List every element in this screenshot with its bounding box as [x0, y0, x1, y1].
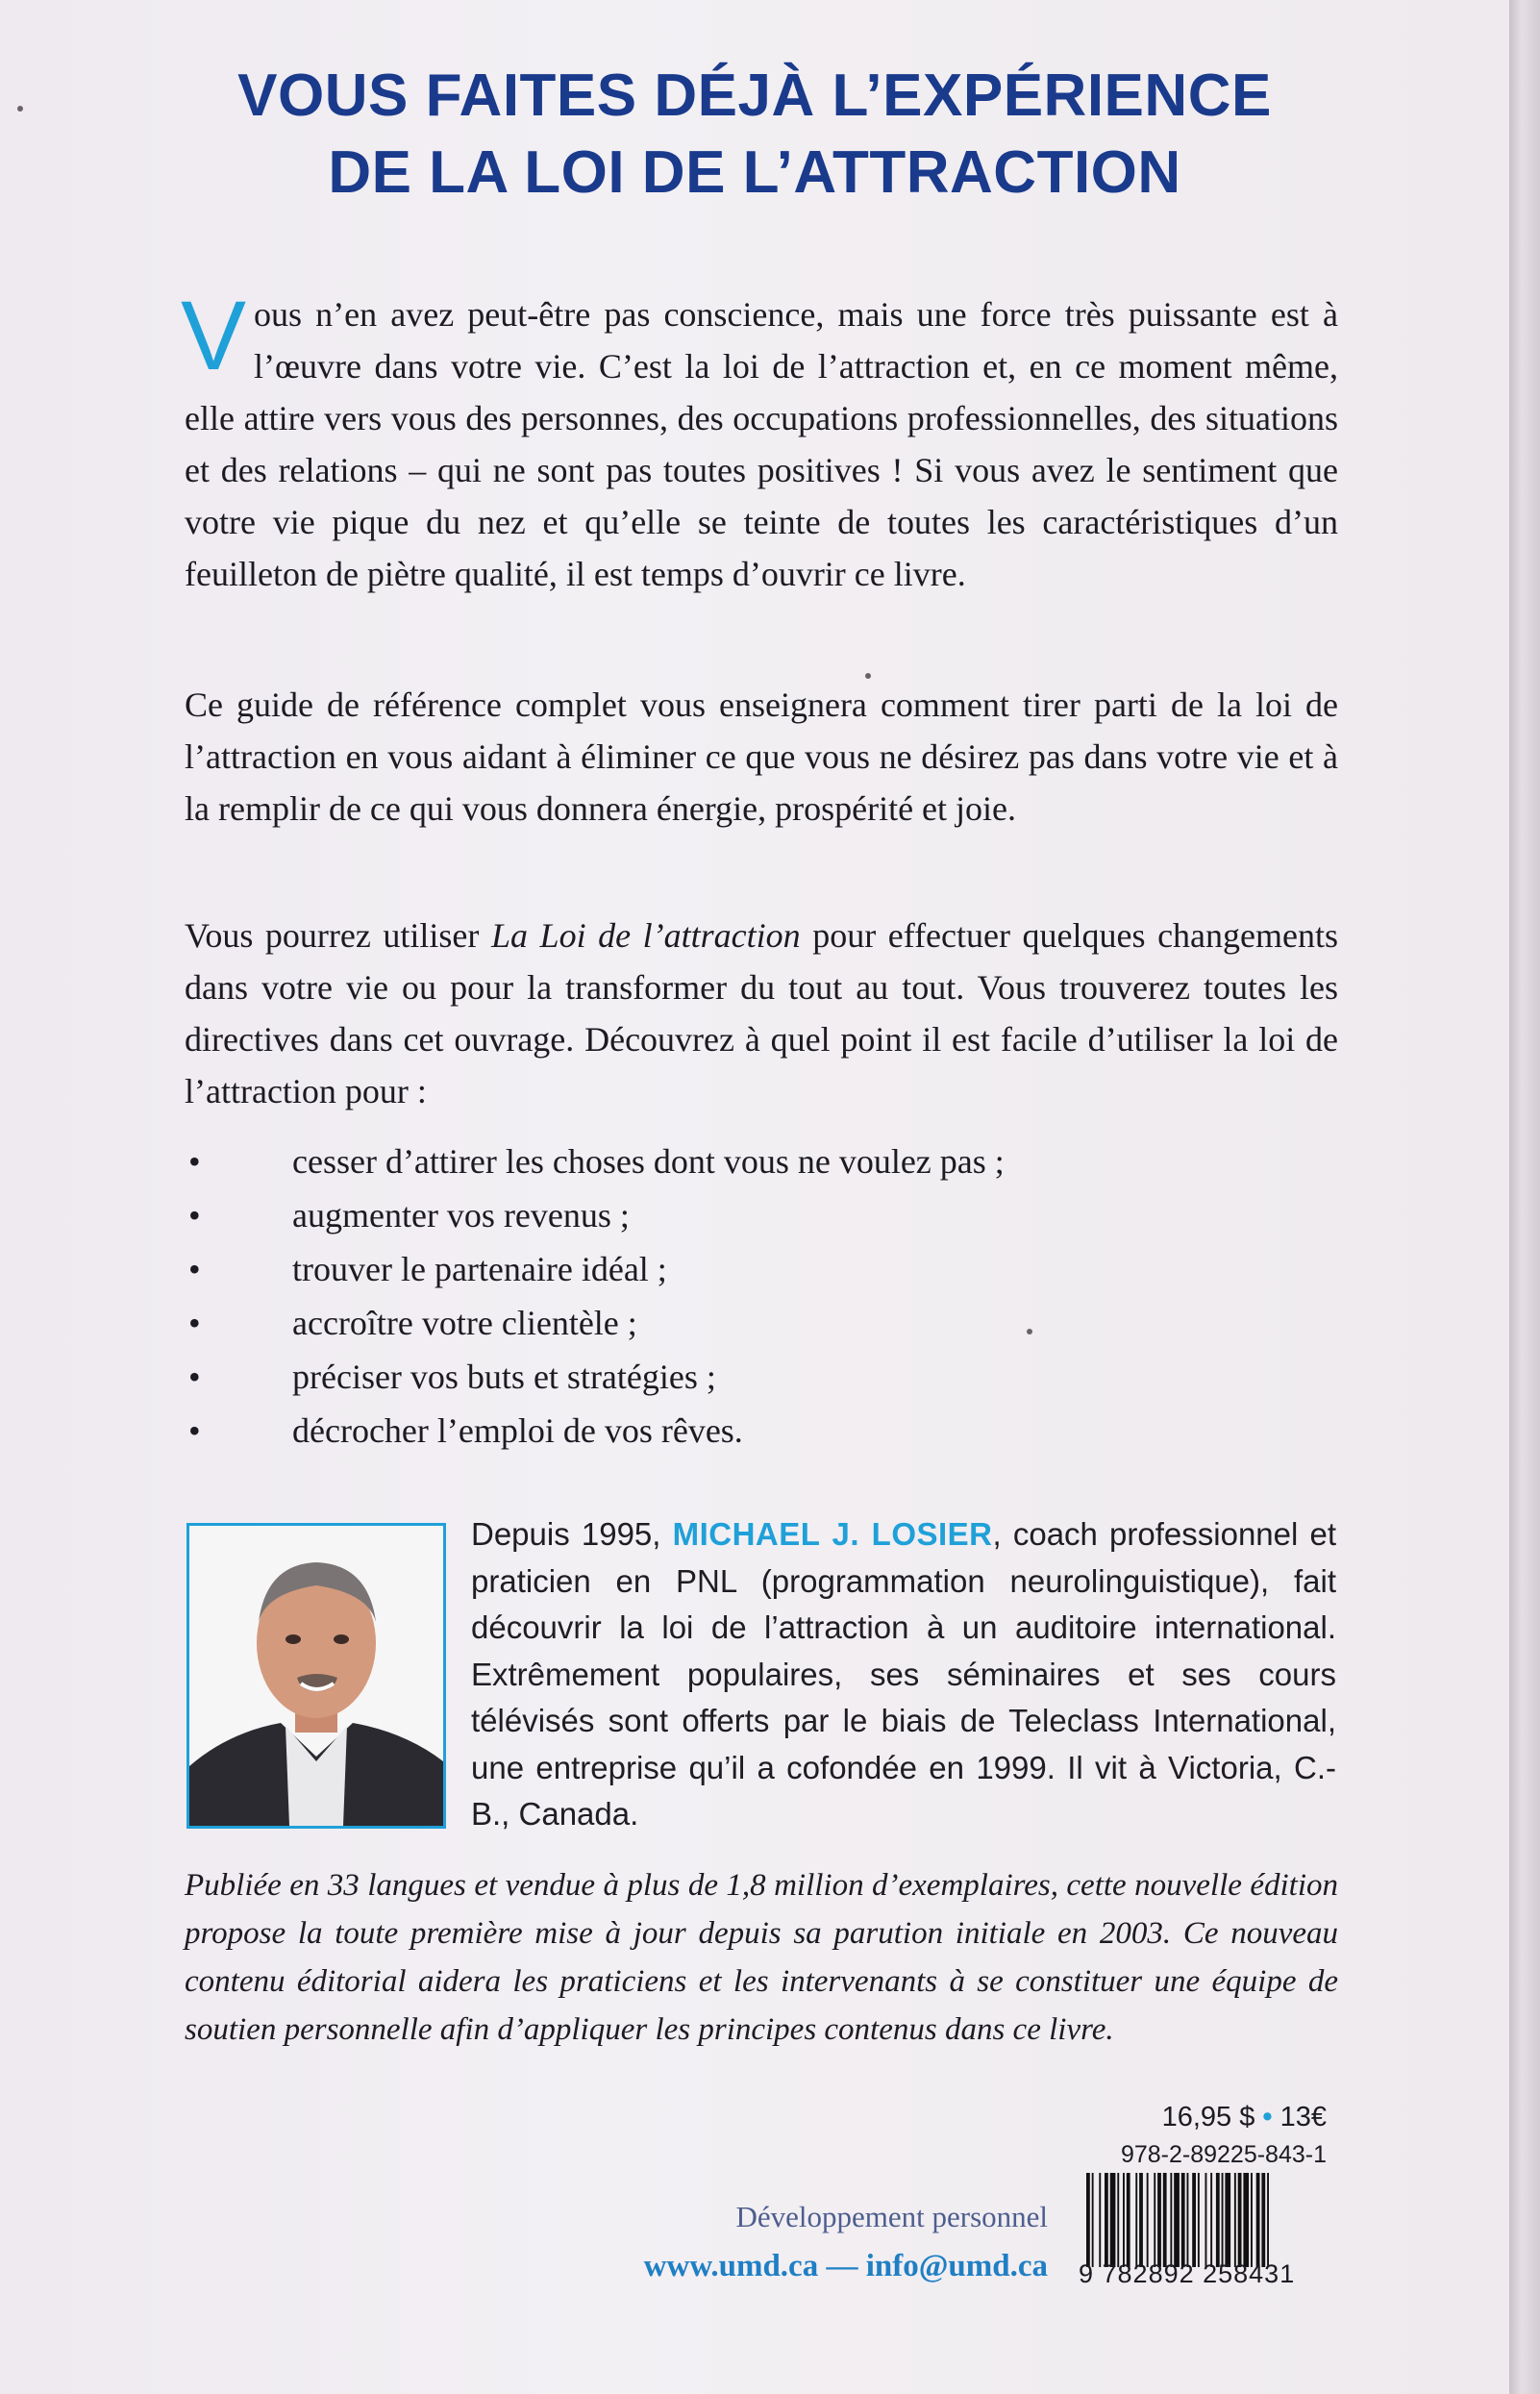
bullet-icon: • [188, 1358, 201, 1396]
bullet-icon: • [188, 1304, 201, 1342]
author-portrait-image [189, 1526, 443, 1826]
speck-decoration [1027, 1329, 1032, 1334]
speck-decoration [865, 673, 871, 679]
list-item-text: trouver le partenaire idéal ; [292, 1250, 667, 1288]
category-label: Développement personnel [735, 2200, 1048, 2233]
list-item-text: cesser d’attirer les choses dont vous ne voulez pas ; [292, 1142, 1005, 1181]
list-item-text: préciser vos buts et stratégies ; [292, 1358, 716, 1396]
list-item [185, 1242, 1338, 1296]
list-item-text: augmenter vos revenus ; [292, 1196, 630, 1234]
publisher-contact: www.umd.ca — info@umd.ca [643, 2249, 1048, 2283]
list-item-text: décrocher l’emploi de vos rêves. [292, 1411, 743, 1450]
price-cad: 16,95 $ [1161, 2102, 1255, 2132]
headline-line-1: VOUS FAITES DÉJÀ L’EXPÉRIENCE [237, 62, 1272, 129]
spine-edge [1509, 0, 1540, 2394]
bullet-icon: • [188, 1142, 201, 1181]
intro-paragraph [181, 281, 1338, 600]
author-intro: Depuis 1995, [471, 1516, 673, 1552]
price-eur: 13€ [1279, 2102, 1327, 2132]
price [1057, 2099, 1327, 2135]
author-bio-text: , coach professionnel et praticien en PNL (programmation neurolinguistique), fait découvrir la loi de l’attraction à un auditoire international. Extrêmement populaires, ses séminaires et ses cours télévisés sont offerts par le biais de Teleclass International, une entreprise qu’il a cofondée en 1999. Il vit à Victoria, C.-B., Canada. [471, 1516, 1337, 1832]
intro-text: ous n’en avez peut-être pas conscience, mais une force très puissante est à l’œuvre dans votre vie. C’est la loi de l’attraction et, en ce moment même, elle attire vers vous des personnes, des occupations professionnelles, des situations et des relations – qui ne sont pas toutes positives ! Si vous avez le sentiment que votre vie pique du nez et qu’elle se teinte de toutes les caractéristiques d’un feuilleton de piètre qualité, il est temps d’ouvrir ce livre. [185, 295, 1338, 593]
drop-cap: V [181, 281, 247, 390]
list-item [185, 1296, 1338, 1350]
benefits-list [185, 1135, 1338, 1458]
list-item-text: accroître votre clientèle ; [292, 1304, 637, 1342]
author-name: MICHAEL J. LOSIER [672, 1516, 993, 1552]
author-photo [186, 1523, 446, 1829]
author-bio [471, 1511, 1336, 1838]
speck-decoration [17, 106, 23, 112]
promo-paragraph: Publiée en 33 langues et vendue à plus de 1,8 million d’exemplaires, cette nouvelle édition propose la toute première mise à jour depuis sa parution initiale en 2003. Ce nouveau contenu éditorial aidera les praticiens et les intervenants à se constituer une équipe de soutien personnelle afin d’appliquer les principes contenus dans ce livre. [185, 1868, 1338, 2047]
list-item [185, 1135, 1338, 1188]
price-separator: • [1262, 2102, 1273, 2132]
list-item [185, 1188, 1338, 1242]
isbn: 978-2-89225-843-1 [1120, 2141, 1327, 2168]
list-item [185, 1350, 1338, 1404]
usage-text-after: pour effectuer quelques changements dans votre vie ou pour la transformer du tout au tout. Vous trouverez toutes les directives dans cet ouvrage. Découvrez à quel point il est facile d’utiliser la loi de l’attraction pour : [185, 916, 1338, 1110]
headline-line-2: DE LA LOI DE L’ATTRACTION [328, 139, 1181, 206]
list-item [185, 1404, 1338, 1458]
usage-paragraph [185, 910, 1338, 1117]
barcode-digits: 9 782892 258431 [1079, 2259, 1296, 2288]
bullet-icon: • [188, 1411, 201, 1450]
usage-text-before: Vous pourrez utiliser [185, 916, 491, 955]
bullet-icon: • [188, 1250, 201, 1288]
book-title: La Loi de l’attraction [490, 916, 801, 955]
barcode-icon [1086, 2173, 1327, 2267]
guide-paragraph: Ce guide de référence complet vous enseignera comment tirer parti de la loi de l’attraction en vous aidant à éliminer ce que vous ne désirez pas dans votre vie et à la remplir de ce qui vous donnera énergie, prospérité et joie. [185, 686, 1338, 828]
bullet-icon: • [188, 1196, 201, 1234]
